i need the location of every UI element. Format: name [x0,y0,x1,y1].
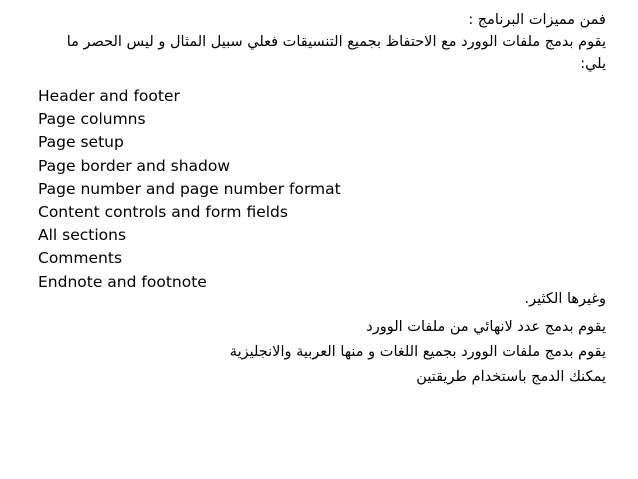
intro-line-2: يلي: [580,56,606,72]
feature-item: Endnote and footnote [38,272,207,291]
feature-item: Page columns [38,110,146,129]
closing-unlimited: يقوم بدمج عدد لانهائي من ملفات الوورد [366,319,606,335]
closing-languages: يقوم بدمج ملفات الوورد بجميع اللغات و منها العربية والانجليزية [229,344,606,360]
intro-line-1: يقوم بدمج ملفات الوورد مع الاحتفاظ بجميع التنسيقات فعلي سبيل المثال و ليس الحصر ما [66,34,606,50]
feature-item: All sections [38,226,127,245]
feature-item: Comments [38,249,123,268]
feature-item: Page setup [38,133,124,152]
feature-item: Page border and shadow [38,156,231,175]
feature-item: Header and footer [38,87,180,105]
intro-paragraph [30,9,606,75]
closing-methods: يمكنك الدمج باستخدام طريقتين [416,369,606,385]
feature-item: Page number and page number format [38,179,341,198]
closing-more: وغيرها الكثير. [524,291,606,307]
features-list [38,85,341,294]
feature-item: Content controls and form fields [38,203,288,222]
intro-heading: فمن مميزات البرنامج : [468,12,606,28]
